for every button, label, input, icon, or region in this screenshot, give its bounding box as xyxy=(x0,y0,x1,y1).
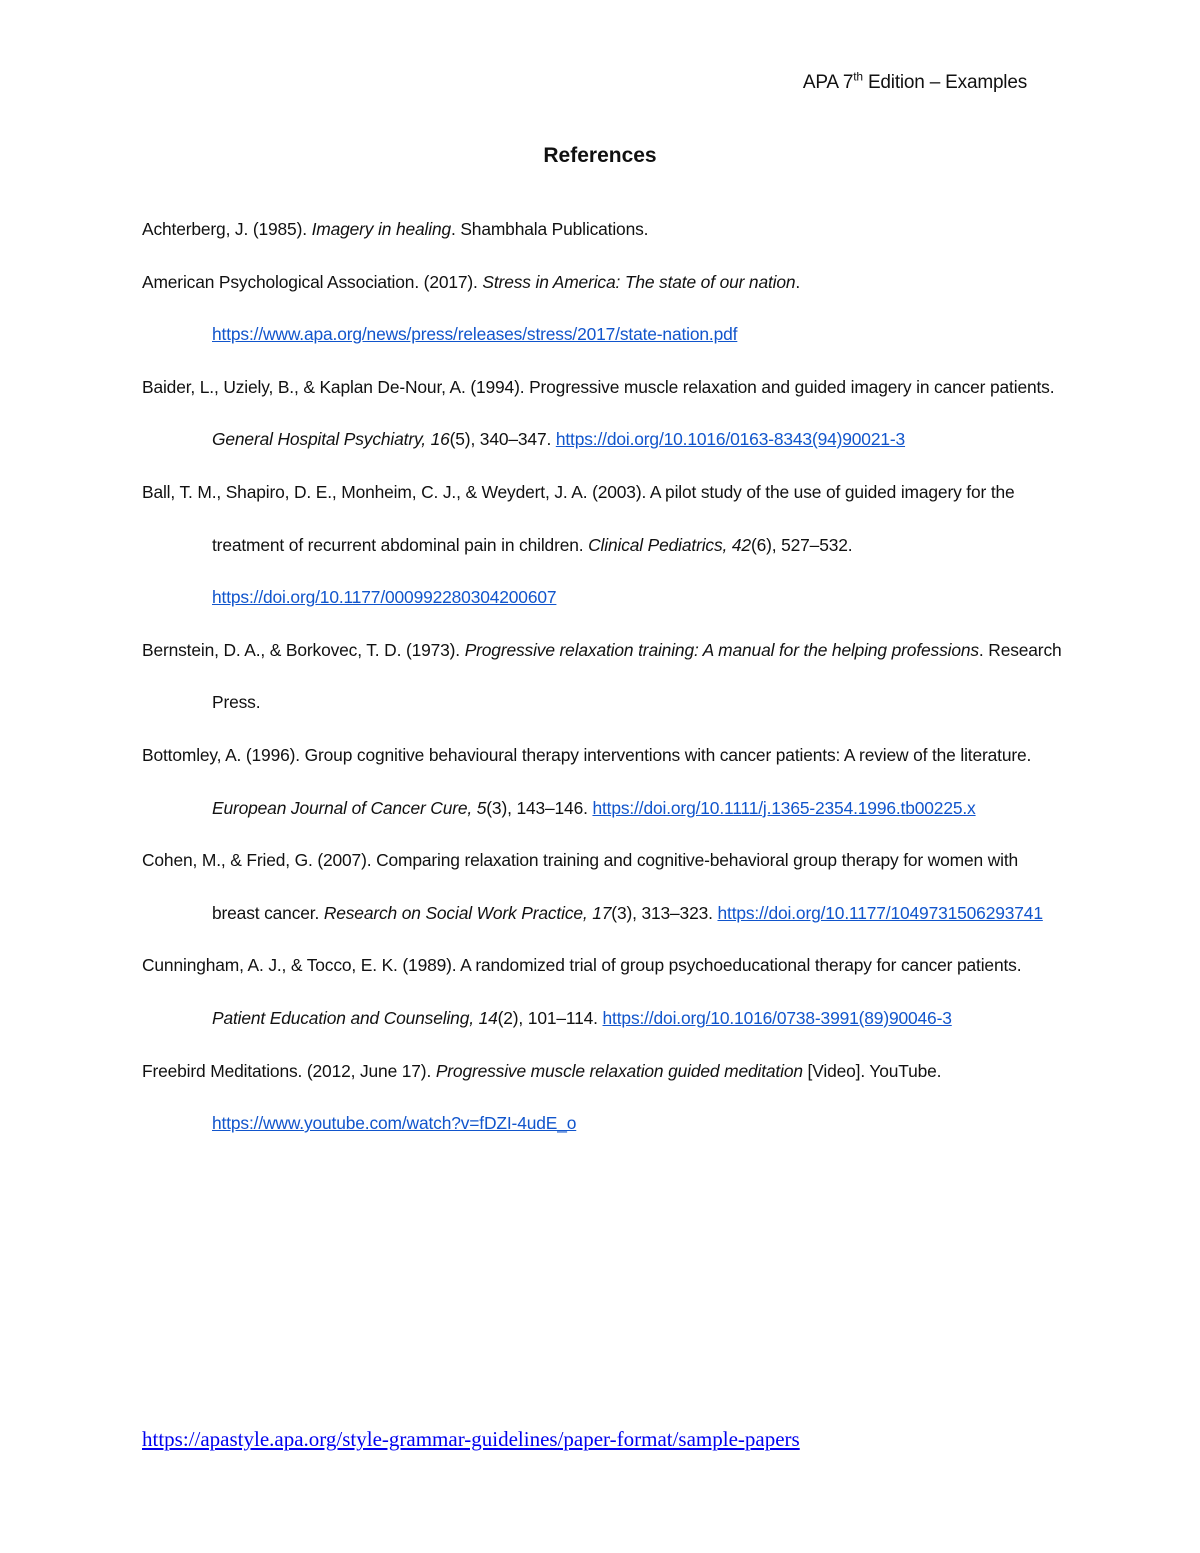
running-head-pre: APA 7 xyxy=(802,72,854,93)
ref-text-tail: (5), 340–347. xyxy=(449,429,556,450)
reference-freebird xyxy=(142,1045,1062,1150)
ref-link[interactable]: https://www.youtube.com/watch?v=fDZI-4udE_o xyxy=(212,1113,577,1134)
reference-ball xyxy=(142,466,1062,624)
ref-text-tail: [Video]. YouTube. xyxy=(802,1060,942,1081)
ref-source-italic: Research on Social Work Practice, 17 xyxy=(323,902,612,923)
ref-source-italic: Clinical Pediatrics, 42 xyxy=(588,534,751,555)
reference-baider xyxy=(142,361,1062,466)
ref-text: Cohen, M., & Fried, G. (2007). Comparing relaxation training and cognitive-behavioral group therapy for women with breast cancer. xyxy=(142,850,1019,923)
ref-source-italic: General Hospital Psychiatry, 16 xyxy=(212,429,450,450)
ref-text: Cunningham, A. J., & Tocco, E. K. (1989). A randomized trial of group psychoeducational therapy for cancer patients. xyxy=(142,955,1022,976)
ref-text: Bottomley, A. (1996). Group cognitive behavioural therapy interventions with cancer patients: A review of the literature. xyxy=(142,744,1032,765)
ref-link[interactable]: https://doi.org/10.1177/1049731506293741 xyxy=(717,902,1043,923)
reference-bottomley xyxy=(142,729,1062,834)
ref-text-tail: (3), 313–323. xyxy=(611,902,718,923)
reference-bernstein xyxy=(142,624,1062,729)
ref-text: Baider, L., Uziely, B., & Kaplan De-Nour, A. (1994). Progressive muscle relaxation and guided imagery in cancer patients. xyxy=(142,376,1055,397)
ref-text: Ball, T. M., Shapiro, D. E., Monheim, C. J., & Weydert, J. A. (2003). A pilot study of the use of guided imagery for the treatment of recurrent abdominal pain in children. xyxy=(142,481,1015,555)
ref-text-tail: . xyxy=(795,271,801,292)
ref-source-italic: Stress in America: The state of our nation xyxy=(482,271,796,292)
sample-papers-link[interactable]: https://apastyle.apa.org/style-grammar-guidelines/paper-format/sample-papers xyxy=(142,1427,800,1451)
ref-text-tail: (3), 143–146. xyxy=(486,797,593,818)
ref-source-italic: European Journal of Cancer Cure, 5 xyxy=(212,797,487,818)
running-head-superscript: th xyxy=(853,69,863,84)
reference-apa xyxy=(142,256,1062,361)
ref-text: Bernstein, D. A., & Borkovec, T. D. (1973). xyxy=(142,639,465,660)
ref-link[interactable]: https://www.apa.org/news/press/releases/stress/2017/state-nation.pdf xyxy=(212,324,738,345)
ref-link[interactable]: https://doi.org/10.1016/0738-3991(89)90046-3 xyxy=(602,1007,952,1028)
ref-source-italic: Progressive relaxation training: A manual for the helping professions xyxy=(464,639,979,660)
ref-text: Freebird Meditations. (2012, June 17). xyxy=(142,1060,436,1081)
reference-list xyxy=(142,203,1062,1150)
ref-link[interactable]: https://doi.org/10.1111/j.1365-2354.1996.tb00225.x xyxy=(592,797,976,818)
running-head xyxy=(802,69,1027,94)
ref-text-tail: . Research Press. xyxy=(212,639,1062,713)
running-head-post: Edition – Examples xyxy=(862,72,1027,93)
references-heading: References xyxy=(543,144,657,167)
ref-text: Achterberg, J. (1985). xyxy=(142,219,312,239)
ref-source-italic: Imagery in healing xyxy=(311,219,451,239)
reference-cunningham xyxy=(142,939,1062,1044)
ref-text: American Psychological Association. (2017). xyxy=(142,271,483,292)
ref-text-tail: (6), 527–532. xyxy=(750,534,853,555)
ref-source-italic: Patient Education and Counseling, 14 xyxy=(212,1007,498,1028)
reference-cohen xyxy=(142,834,1062,939)
ref-text-tail: . Shambhala Publications. xyxy=(450,219,649,239)
ref-source-italic: Progressive muscle relaxation guided meditation xyxy=(435,1060,803,1081)
ref-text-tail: (2), 101–114. xyxy=(497,1007,603,1028)
reference-achterberg xyxy=(142,203,1062,256)
ref-link[interactable]: https://doi.org/10.1177/000992280304200607 xyxy=(212,587,557,608)
ref-link[interactable]: https://doi.org/10.1016/0163-8343(94)90021-3 xyxy=(555,429,906,450)
